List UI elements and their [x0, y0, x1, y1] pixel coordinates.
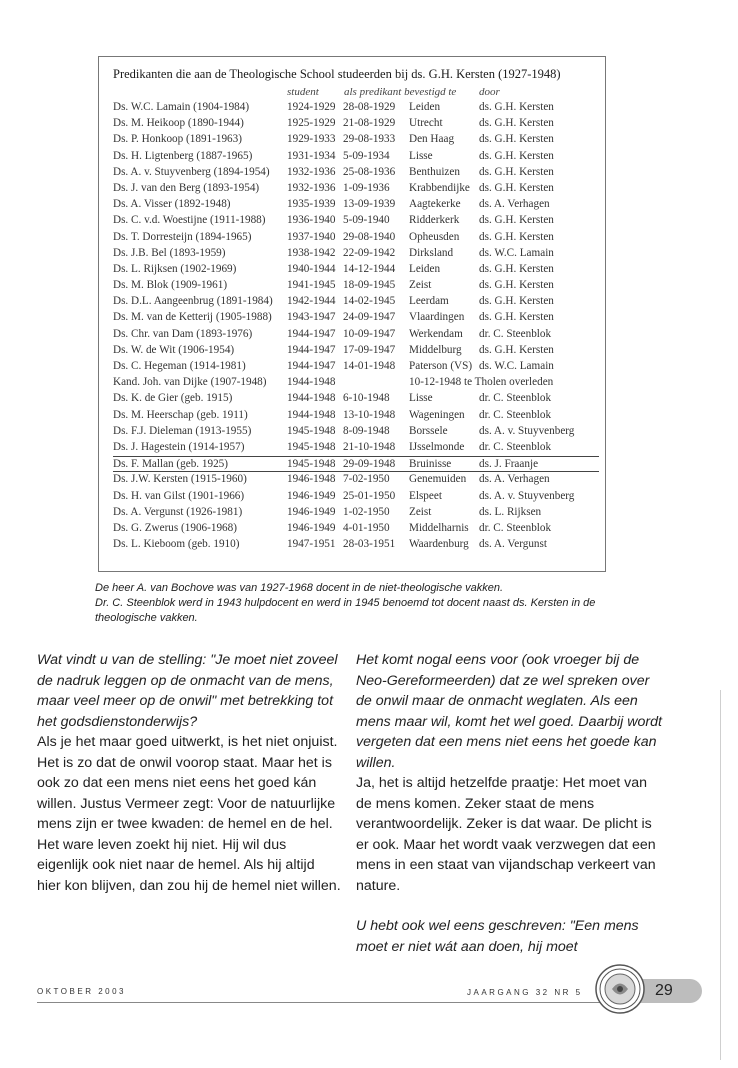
row-place: Bruinisse — [409, 458, 452, 471]
table-row — [113, 100, 599, 116]
row-name: Ds. A. Visser (1892-1948) — [113, 198, 231, 211]
row-name: Ds. J. Hagestein (1914-1957) — [113, 440, 245, 453]
row-ordained-by: dr. C. Steenblok — [479, 521, 552, 534]
row-ordained-by: ds. G.H. Kersten — [479, 181, 554, 194]
table-row — [113, 375, 599, 391]
row-ordination-date: 4-01-1950 — [343, 521, 390, 534]
row-name: Ds. F. Mallan (geb. 1925) — [113, 458, 229, 471]
row-student-years: 1943-1947 — [287, 311, 336, 324]
row-place: Elspeet — [409, 489, 442, 502]
row-name: Ds. A. Vergunst (1926-1981) — [113, 505, 243, 518]
row-student-years: 1944-1947 — [287, 360, 336, 372]
row-ordination-date: 28-08-1929 — [343, 101, 396, 113]
row-ordained-by: ds. G.H. Kersten — [479, 149, 554, 162]
table-row — [113, 165, 599, 181]
row-ordained-by: ds. A. v. Stuyvenberg — [479, 489, 575, 502]
row-student-years: 1944-1947 — [287, 343, 336, 356]
header-student: student — [287, 86, 319, 98]
row-name: Kand. Joh. van Dijke (1907-1948) — [113, 376, 267, 389]
row-place: Paterson (VS) — [409, 360, 473, 372]
row-student-years: 1945-1948 — [287, 458, 336, 471]
row-student-years: 1946-1949 — [287, 521, 336, 534]
row-place: Leiden — [409, 101, 441, 113]
row-ordination-date: 14-12-1944 — [343, 262, 396, 275]
row-place: Zeist — [409, 279, 432, 292]
row-place: Leiden — [409, 262, 441, 275]
row-name: Ds. D.L. Aangeenbrug (1891-1984) — [113, 295, 273, 308]
row-name: Ds. W. de Wit (1906-1954) — [113, 343, 235, 356]
row-name: Ds. C. Hegeman (1914-1981) — [113, 360, 246, 372]
row-student-years: 1945-1948 — [287, 424, 336, 437]
left-column — [37, 650, 341, 896]
table-row — [113, 408, 599, 424]
row-name: Ds. Chr. van Dam (1893-1976) — [113, 327, 253, 340]
row-ordained-by: dr. C. Steenblok — [479, 408, 552, 421]
row-student-years: 1932-1936 — [287, 165, 336, 178]
row-ordained-by: ds. W.C. Lamain — [479, 246, 554, 259]
row-ordination-date: 25-01-1950 — [343, 489, 396, 502]
row-student-years: 1937-1940 — [287, 230, 336, 243]
row-place: 10-12-1948 te Tholen overleden — [409, 376, 554, 389]
row-ordained-by: dr. C. Steenblok — [479, 327, 552, 340]
row-ordination-date: 22-09-1942 — [343, 246, 396, 259]
row-ordained-by: dr. C. Steenblok — [479, 440, 552, 453]
row-place: Krabbendijke — [409, 181, 470, 194]
row-place: Zeist — [409, 505, 432, 518]
row-student-years: 1944-1948 — [287, 408, 336, 421]
row-ordination-date: 6-10-1948 — [343, 392, 390, 405]
row-ordained-by: ds. G.H. Kersten — [479, 311, 554, 324]
row-place: Aagtekerke — [409, 198, 461, 211]
row-ordination-date: 1-02-1950 — [343, 505, 390, 518]
row-student-years: 1942-1944 — [287, 295, 336, 308]
row-ordained-by: ds. G.H. Kersten — [479, 262, 554, 275]
row-place: Benthuizen — [409, 165, 460, 178]
row-ordination-date: 25-08-1936 — [343, 165, 396, 178]
row-place: Vlaardingen — [409, 311, 465, 324]
row-ordination-date: 17-09-1947 — [343, 343, 396, 356]
row-student-years: 1946-1949 — [287, 505, 336, 518]
row-ordained-by: ds. W.C. Lamain — [479, 360, 554, 372]
table-row — [113, 230, 599, 246]
table-row — [113, 132, 599, 148]
row-ordination-date: 18-09-1945 — [343, 279, 396, 292]
row-ordained-by: ds. A. Vergunst — [479, 538, 547, 551]
row-place: Lisse — [409, 392, 433, 405]
row-ordination-date: 24-09-1947 — [343, 311, 396, 324]
row-ordination-date: 5-09-1940 — [343, 214, 390, 227]
table-rows — [113, 100, 599, 553]
row-name: Ds. M. van de Ketterij (1905-1988) — [113, 311, 272, 324]
row-student-years: 1941-1945 — [287, 279, 336, 292]
row-student-years: 1947-1951 — [287, 538, 336, 551]
row-name: Ds. L. Kieboom (geb. 1910) — [113, 538, 240, 551]
caption-line-2: Dr. C. Steenblok werd in 1943 hulpdocent en werd in 1945 benoemd tot docent naast ds. Kersten in de theologische vakken. — [95, 597, 596, 624]
row-ordained-by: ds. G.H. Kersten — [479, 279, 554, 292]
row-student-years: 1944-1948 — [287, 392, 336, 405]
table-row — [113, 521, 599, 537]
answer-paragraph: Als je het maar goed uitwerkt, is het niet onjuist. Het is zo dat de onwil voorop staat. Maar het is ook zo dat een mens niet eens het goed kán willen. Justus Vermeer zegt: Voor de natuurlijke mens zijn er twee kwaden: de hemel en de hel. Het ware leven zoekt hij niet. Hij wil dus eigenlijk ook niet naar de hemel. Als hij altijd hier kon blijven, dan zou hij de hemel niet willen. — [37, 734, 341, 894]
table-row — [113, 149, 599, 165]
table-row — [113, 456, 599, 472]
row-student-years: 1938-1942 — [287, 246, 336, 259]
row-student-years: 1946-1948 — [287, 473, 336, 486]
row-place: Utrecht — [409, 117, 443, 130]
row-ordained-by: ds. L. Rijksen — [479, 505, 542, 518]
table-row — [113, 197, 599, 213]
row-name: Ds. M. Heerschap (geb. 1911) — [113, 408, 248, 421]
row-ordination-date: 21-10-1948 — [343, 440, 396, 453]
footer-date: OKTOBER 2003 — [37, 987, 126, 996]
row-student-years: 1940-1944 — [287, 262, 336, 275]
row-ordained-by: ds. G.H. Kersten — [479, 343, 554, 356]
row-ordination-date: 14-02-1945 — [343, 295, 396, 308]
row-ordination-date: 13-10-1948 — [343, 408, 396, 421]
row-name: Ds. L. Rijksen (1902-1969) — [113, 262, 237, 275]
row-name: Ds. P. Honkoop (1891-1963) — [113, 133, 242, 146]
row-ordained-by: ds. J. Fraanje — [479, 458, 539, 471]
row-name: Ds. F.J. Dieleman (1913-1955) — [113, 424, 252, 437]
row-ordination-date: 10-09-1947 — [343, 327, 396, 340]
row-place: Middelharnis — [409, 521, 469, 534]
row-ordained-by: ds. G.H. Kersten — [479, 101, 554, 113]
row-place: Opheusden — [409, 230, 460, 243]
row-ordination-date: 8-09-1948 — [343, 424, 390, 437]
row-place: Werkendam — [409, 327, 463, 340]
row-name: Ds. C. v.d. Woestijne (1911-1988) — [113, 214, 266, 227]
table-row — [113, 278, 599, 294]
question-paragraph-2: Het komt nogal eens voor (ook vroeger bij de Neo-Gereformeerden) dat ze wel spreken over de onwil maar de onmacht weglaten. Als een mens maar wil, komt het wel goed. Daarbij wordt vergeten dat een mens niet eens het goede kan willen. — [356, 652, 662, 771]
row-student-years: 1936-1940 — [287, 214, 336, 227]
question-paragraph: Wat vindt u van de stelling: "Je moet niet zoveel de nadruk leggen op de onmacht van de mens, maar veel meer op de onwil" met betrekking tot het godsdienstonderwijs? — [37, 652, 338, 730]
row-place: Wageningen — [409, 408, 465, 421]
row-ordained-by: ds. G.H. Kersten — [479, 295, 554, 308]
table-row — [113, 440, 599, 456]
row-student-years: 1931-1934 — [287, 149, 336, 162]
row-place: Middelburg — [409, 343, 462, 356]
row-student-years: 1924-1929 — [287, 101, 336, 113]
table-row — [113, 359, 599, 375]
header-predikant: als predikant bevestigd te — [344, 86, 457, 98]
row-ordination-date: 21-08-1929 — [343, 117, 396, 130]
answer-paragraph-2: Ja, het is altijd hetzelfde praatje: Het moet van de mens komen. Zeker staat de mens verantwoordelijk. Zeker is dat waar. De plicht is er ook. Maar het wordt vaak verzwegen dat een mens in een staat van vijandschap verkeert van nature. — [356, 775, 656, 894]
row-ordination-date: 13-09-1939 — [343, 198, 396, 211]
row-student-years: 1944-1948 — [287, 376, 336, 389]
row-ordained-by: ds. A. Verhagen — [479, 198, 550, 211]
row-name: Ds. A. v. Stuyvenberg (1894-1954) — [113, 165, 270, 178]
caption-line-1: De heer A. van Bochove was van 1927-1968 docent in de niet-theologische vakken. — [95, 582, 504, 594]
row-student-years: 1925-1929 — [287, 117, 336, 130]
table-row — [113, 327, 599, 343]
question-paragraph-3: U hebt ook wel eens geschreven: "Een mens moet er niet wát aan doen, hij moet — [356, 918, 639, 955]
table-row — [113, 262, 599, 278]
row-place: IJsselmonde — [409, 440, 465, 453]
row-student-years: 1929-1933 — [287, 133, 336, 146]
row-name: Ds. J.B. Bel (1893-1959) — [113, 246, 226, 259]
table-row — [113, 472, 599, 488]
row-ordination-date: 28-03-1951 — [343, 538, 396, 551]
row-name: Ds. J.W. Kersten (1915-1960) — [113, 473, 247, 486]
row-name: Ds. K. de Gier (geb. 1915) — [113, 392, 233, 405]
row-ordination-date: 29-08-1933 — [343, 133, 396, 146]
table-row — [113, 489, 599, 505]
table-row — [113, 505, 599, 521]
table-row — [113, 310, 599, 326]
row-place: Borssele — [409, 424, 448, 437]
right-column — [356, 650, 666, 957]
row-ordained-by: ds. G.H. Kersten — [479, 230, 554, 243]
table-row — [113, 343, 599, 359]
page-edge-rule — [720, 690, 721, 1060]
row-ordained-by: ds. G.H. Kersten — [479, 165, 554, 178]
row-student-years: 1935-1939 — [287, 198, 336, 211]
row-ordained-by: ds. G.H. Kersten — [479, 117, 554, 130]
row-student-years: 1946-1949 — [287, 489, 336, 502]
row-place: Waardenburg — [409, 538, 469, 551]
table-row — [113, 213, 599, 229]
row-ordained-by: ds. A. Verhagen — [479, 473, 550, 486]
row-ordained-by: ds. G.H. Kersten — [479, 133, 554, 146]
row-place: Den Haag — [409, 133, 455, 146]
table-caption — [95, 581, 615, 626]
footer-issue: JAARGANG 32 NR 5 — [467, 988, 583, 997]
row-name: Ds. T. Dorresteijn (1894-1965) — [113, 230, 252, 243]
row-student-years: 1932-1936 — [287, 181, 336, 194]
row-name: Ds. W.C. Lamain (1904-1984) — [113, 101, 250, 113]
row-student-years: 1945-1948 — [287, 440, 336, 453]
seal-emblem-icon — [595, 964, 645, 1014]
page-number: 29 — [655, 982, 673, 999]
row-name: Ds. M. Blok (1909-1961) — [113, 279, 228, 292]
table-title: Predikanten die aan de Theologische School studeerden bij ds. G.H. Kersten (1927-1948) — [113, 67, 561, 81]
row-ordination-date: 7-02-1950 — [343, 473, 390, 486]
row-ordained-by: ds. G.H. Kersten — [479, 214, 554, 227]
row-ordination-date: 29-08-1940 — [343, 230, 396, 243]
row-student-years: 1944-1947 — [287, 327, 336, 340]
row-place: Genemuiden — [409, 473, 467, 486]
row-ordination-date: 1-09-1936 — [343, 181, 390, 194]
table-row — [113, 391, 599, 407]
row-name: Ds. G. Zwerus (1906-1968) — [113, 521, 237, 534]
row-name: Ds. H. van Gilst (1901-1966) — [113, 489, 245, 502]
row-place: Dirksland — [409, 246, 454, 259]
table-row — [113, 116, 599, 132]
row-ordained-by: dr. C. Steenblok — [479, 392, 552, 405]
table-row — [113, 537, 599, 553]
row-name: Ds. H. Ligtenberg (1887-1965) — [113, 149, 253, 162]
predikanten-table — [98, 56, 606, 572]
row-place: Lisse — [409, 149, 433, 162]
row-place: Leerdam — [409, 295, 449, 308]
row-name: Ds. M. Heikoop (1890-1944) — [113, 117, 244, 130]
footer-rule — [37, 1002, 627, 1003]
row-name: Ds. J. van den Berg (1893-1954) — [113, 181, 260, 194]
row-place: Ridderkerk — [409, 214, 460, 227]
table-row — [113, 294, 599, 310]
table-row — [113, 246, 599, 262]
row-ordination-date: 5-09-1934 — [343, 149, 390, 162]
row-ordination-date: 29-09-1948 — [343, 458, 396, 471]
row-ordained-by: ds. A. v. Stuyvenberg — [479, 424, 575, 437]
table-row — [113, 181, 599, 197]
table-row — [113, 424, 599, 440]
row-ordination-date: 14-01-1948 — [343, 360, 396, 372]
header-door: door — [479, 86, 500, 98]
